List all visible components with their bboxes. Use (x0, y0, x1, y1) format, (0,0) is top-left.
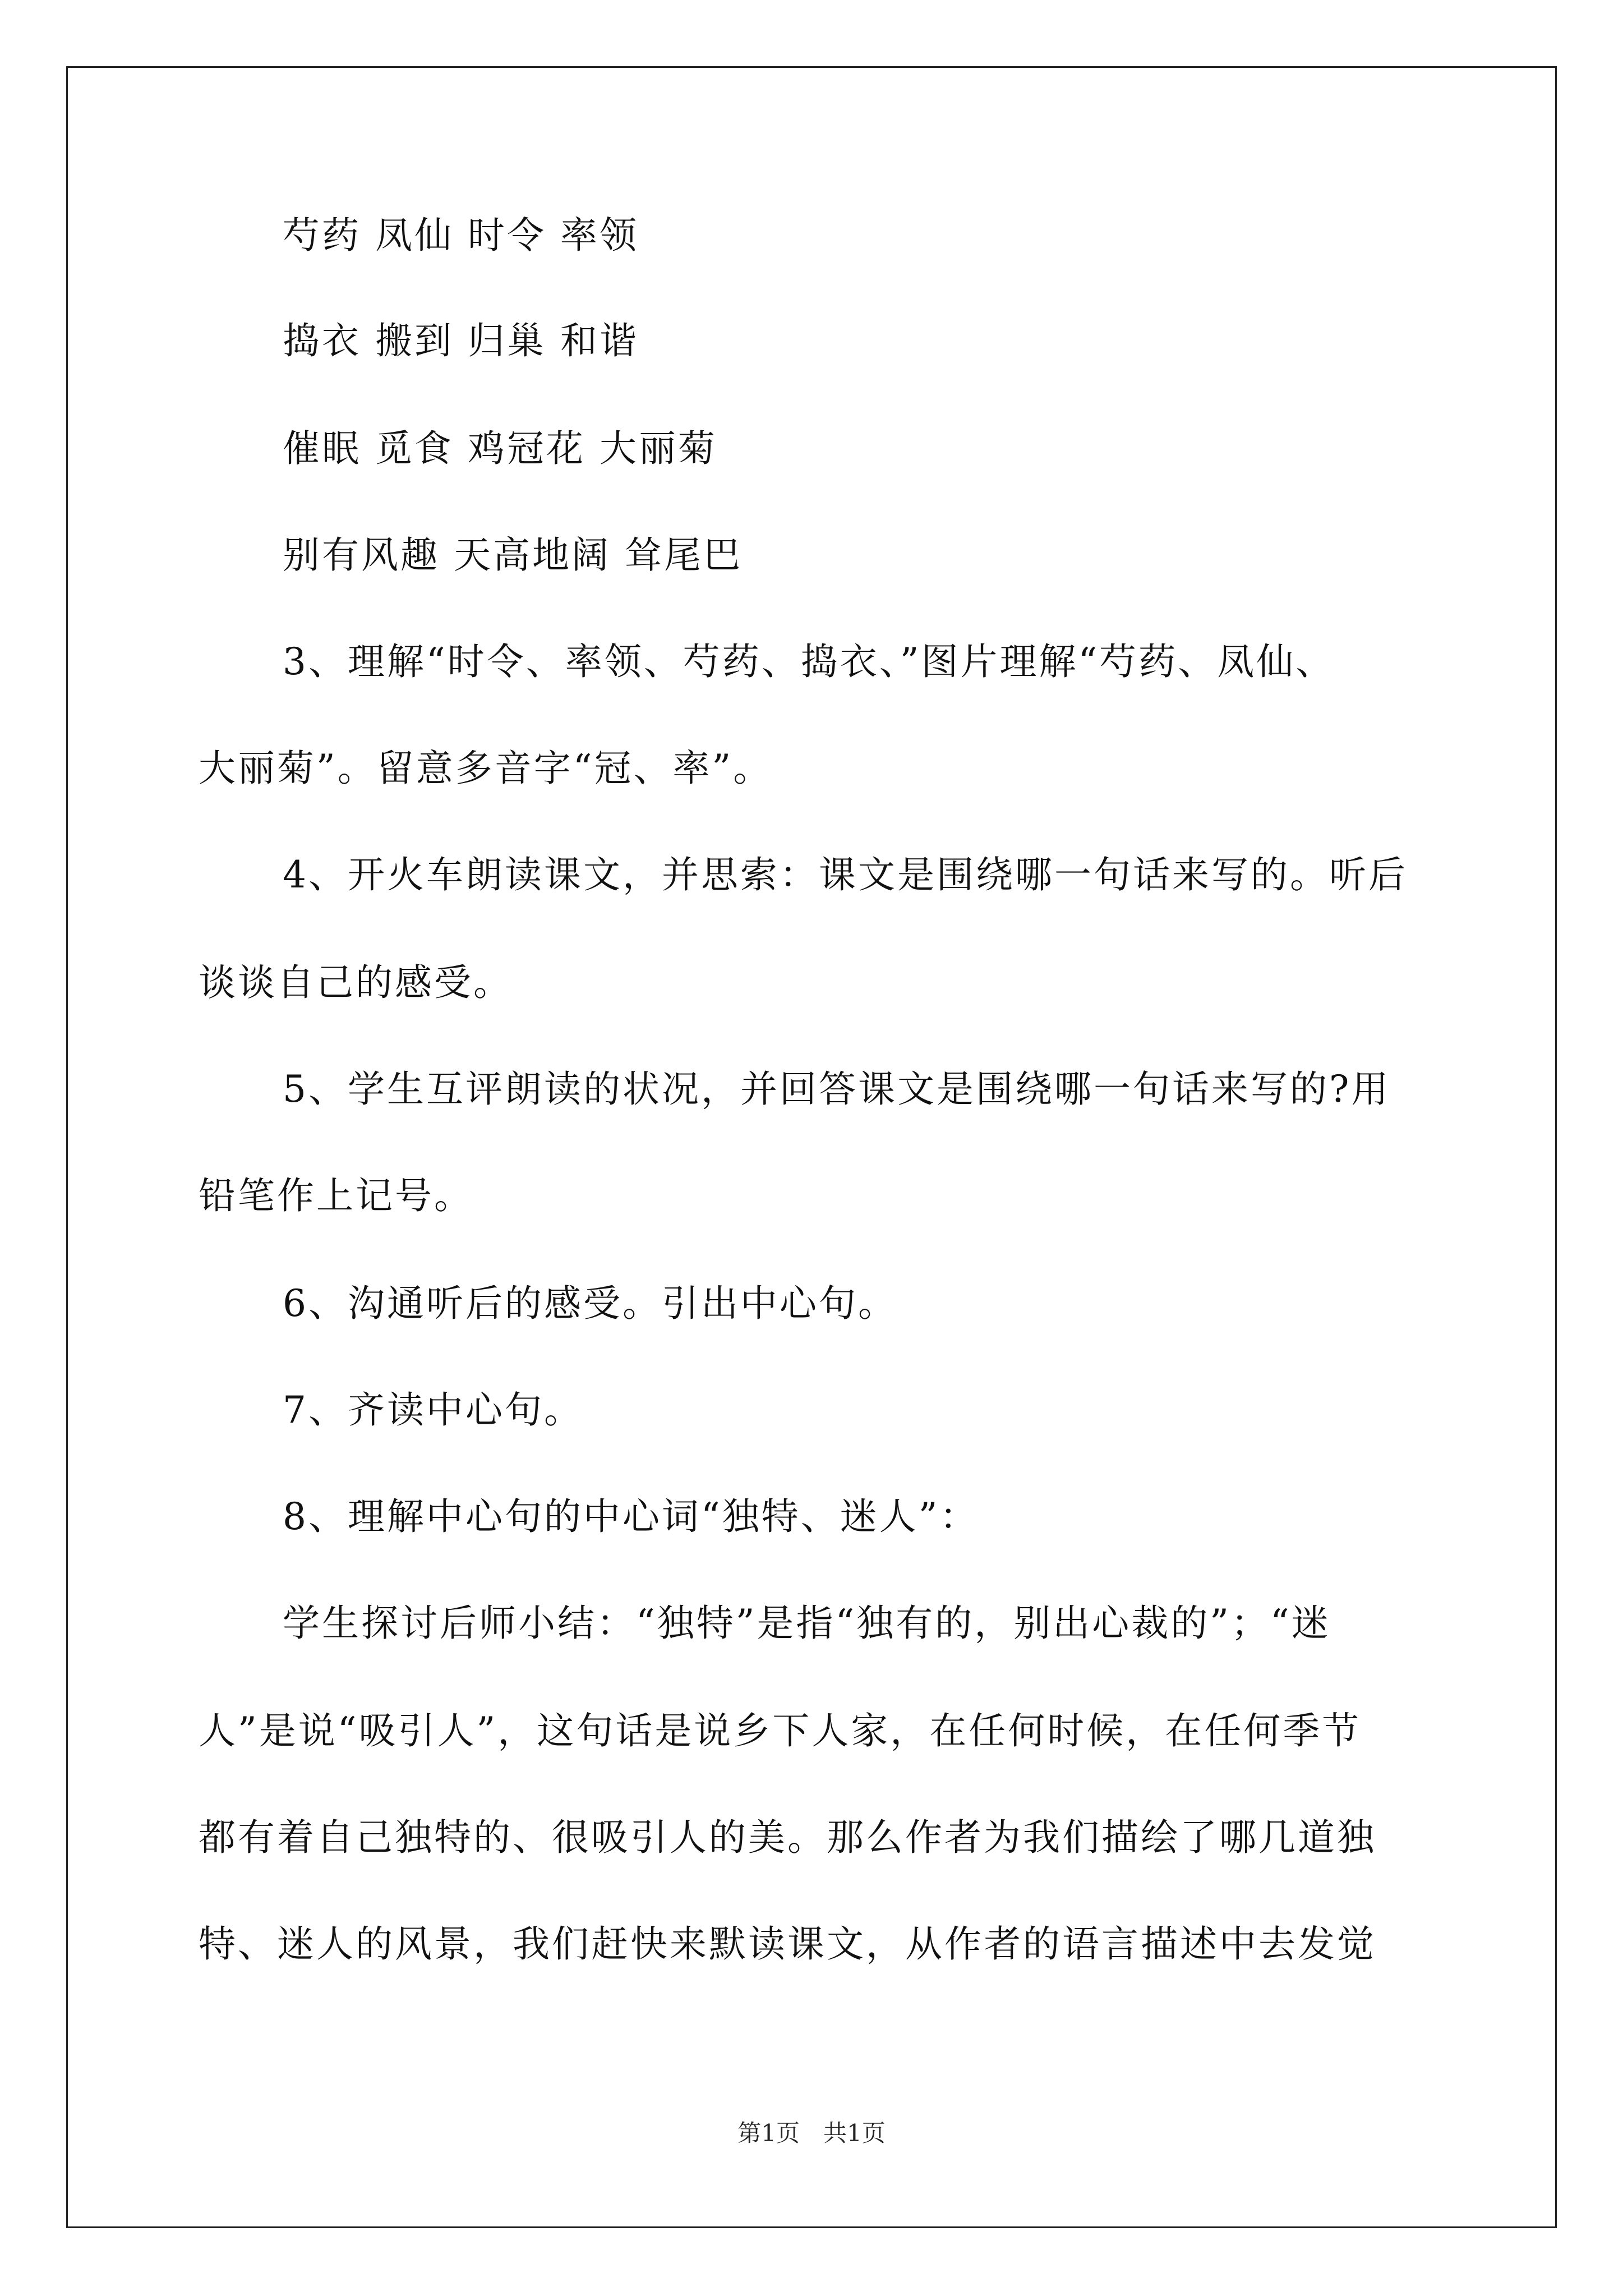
paragraph-5-line-1: 5、学生互评朗读的状况，并回答课文是围绕哪一句话来写的?用 (283, 1068, 1391, 1111)
word-list-line-1: 芍药 凤仙 时令 率领 (283, 214, 639, 257)
summary-line-1: 学生探讨后师小结：“独特”是指“独有的，别出心裁的”；“迷 (283, 1602, 1331, 1645)
page-border (66, 66, 1557, 2228)
paragraph-7: 7、齐读中心句。 (283, 1388, 583, 1432)
paragraph-5-line-2: 铅笔作上记号。 (199, 1174, 473, 1217)
word-list-line-2: 捣衣 搬到 归巢 和谐 (283, 319, 639, 362)
summary-line-4: 特、迷人的风景，我们赶快来默读课文，从作者的语言描述中去发觉 (199, 1922, 1376, 1966)
paragraph-4-line-1: 4、开火车朗读课文，并思索：课文是围绕哪一句话来写的。听后 (283, 853, 1408, 896)
word-list-line-3: 催眠 觅食 鸡冠花 大丽菊 (283, 427, 717, 470)
paragraph-3-line-2: 大丽菊”。留意多音字“冠、率”。 (199, 747, 773, 790)
word-list-line-4: 别有风趣 天高地阔 耸尾巴 (283, 533, 743, 577)
page-footer: 第1页 共1页 (737, 2119, 886, 2147)
paragraph-3-line-1: 3、理解“时令、率领、芍药、捣衣、”图片理解“芍药、凤仙、 (283, 640, 1335, 683)
summary-line-2: 人”是说“吸引人”，这句话是说乡下人家，在任何时候，在任何季节 (199, 1709, 1362, 1752)
paragraph-4-line-2: 谈谈自己的感受。 (199, 961, 513, 1004)
summary-line-3: 都有着自己独特的、很吸引人的美。那么作者为我们描绘了哪几道独 (199, 1816, 1376, 1859)
paragraph-6: 6、沟通听后的感受。引出中心句。 (283, 1282, 897, 1325)
paragraph-8: 8、理解中心句的中心词“独特、迷人”： (283, 1495, 979, 1538)
